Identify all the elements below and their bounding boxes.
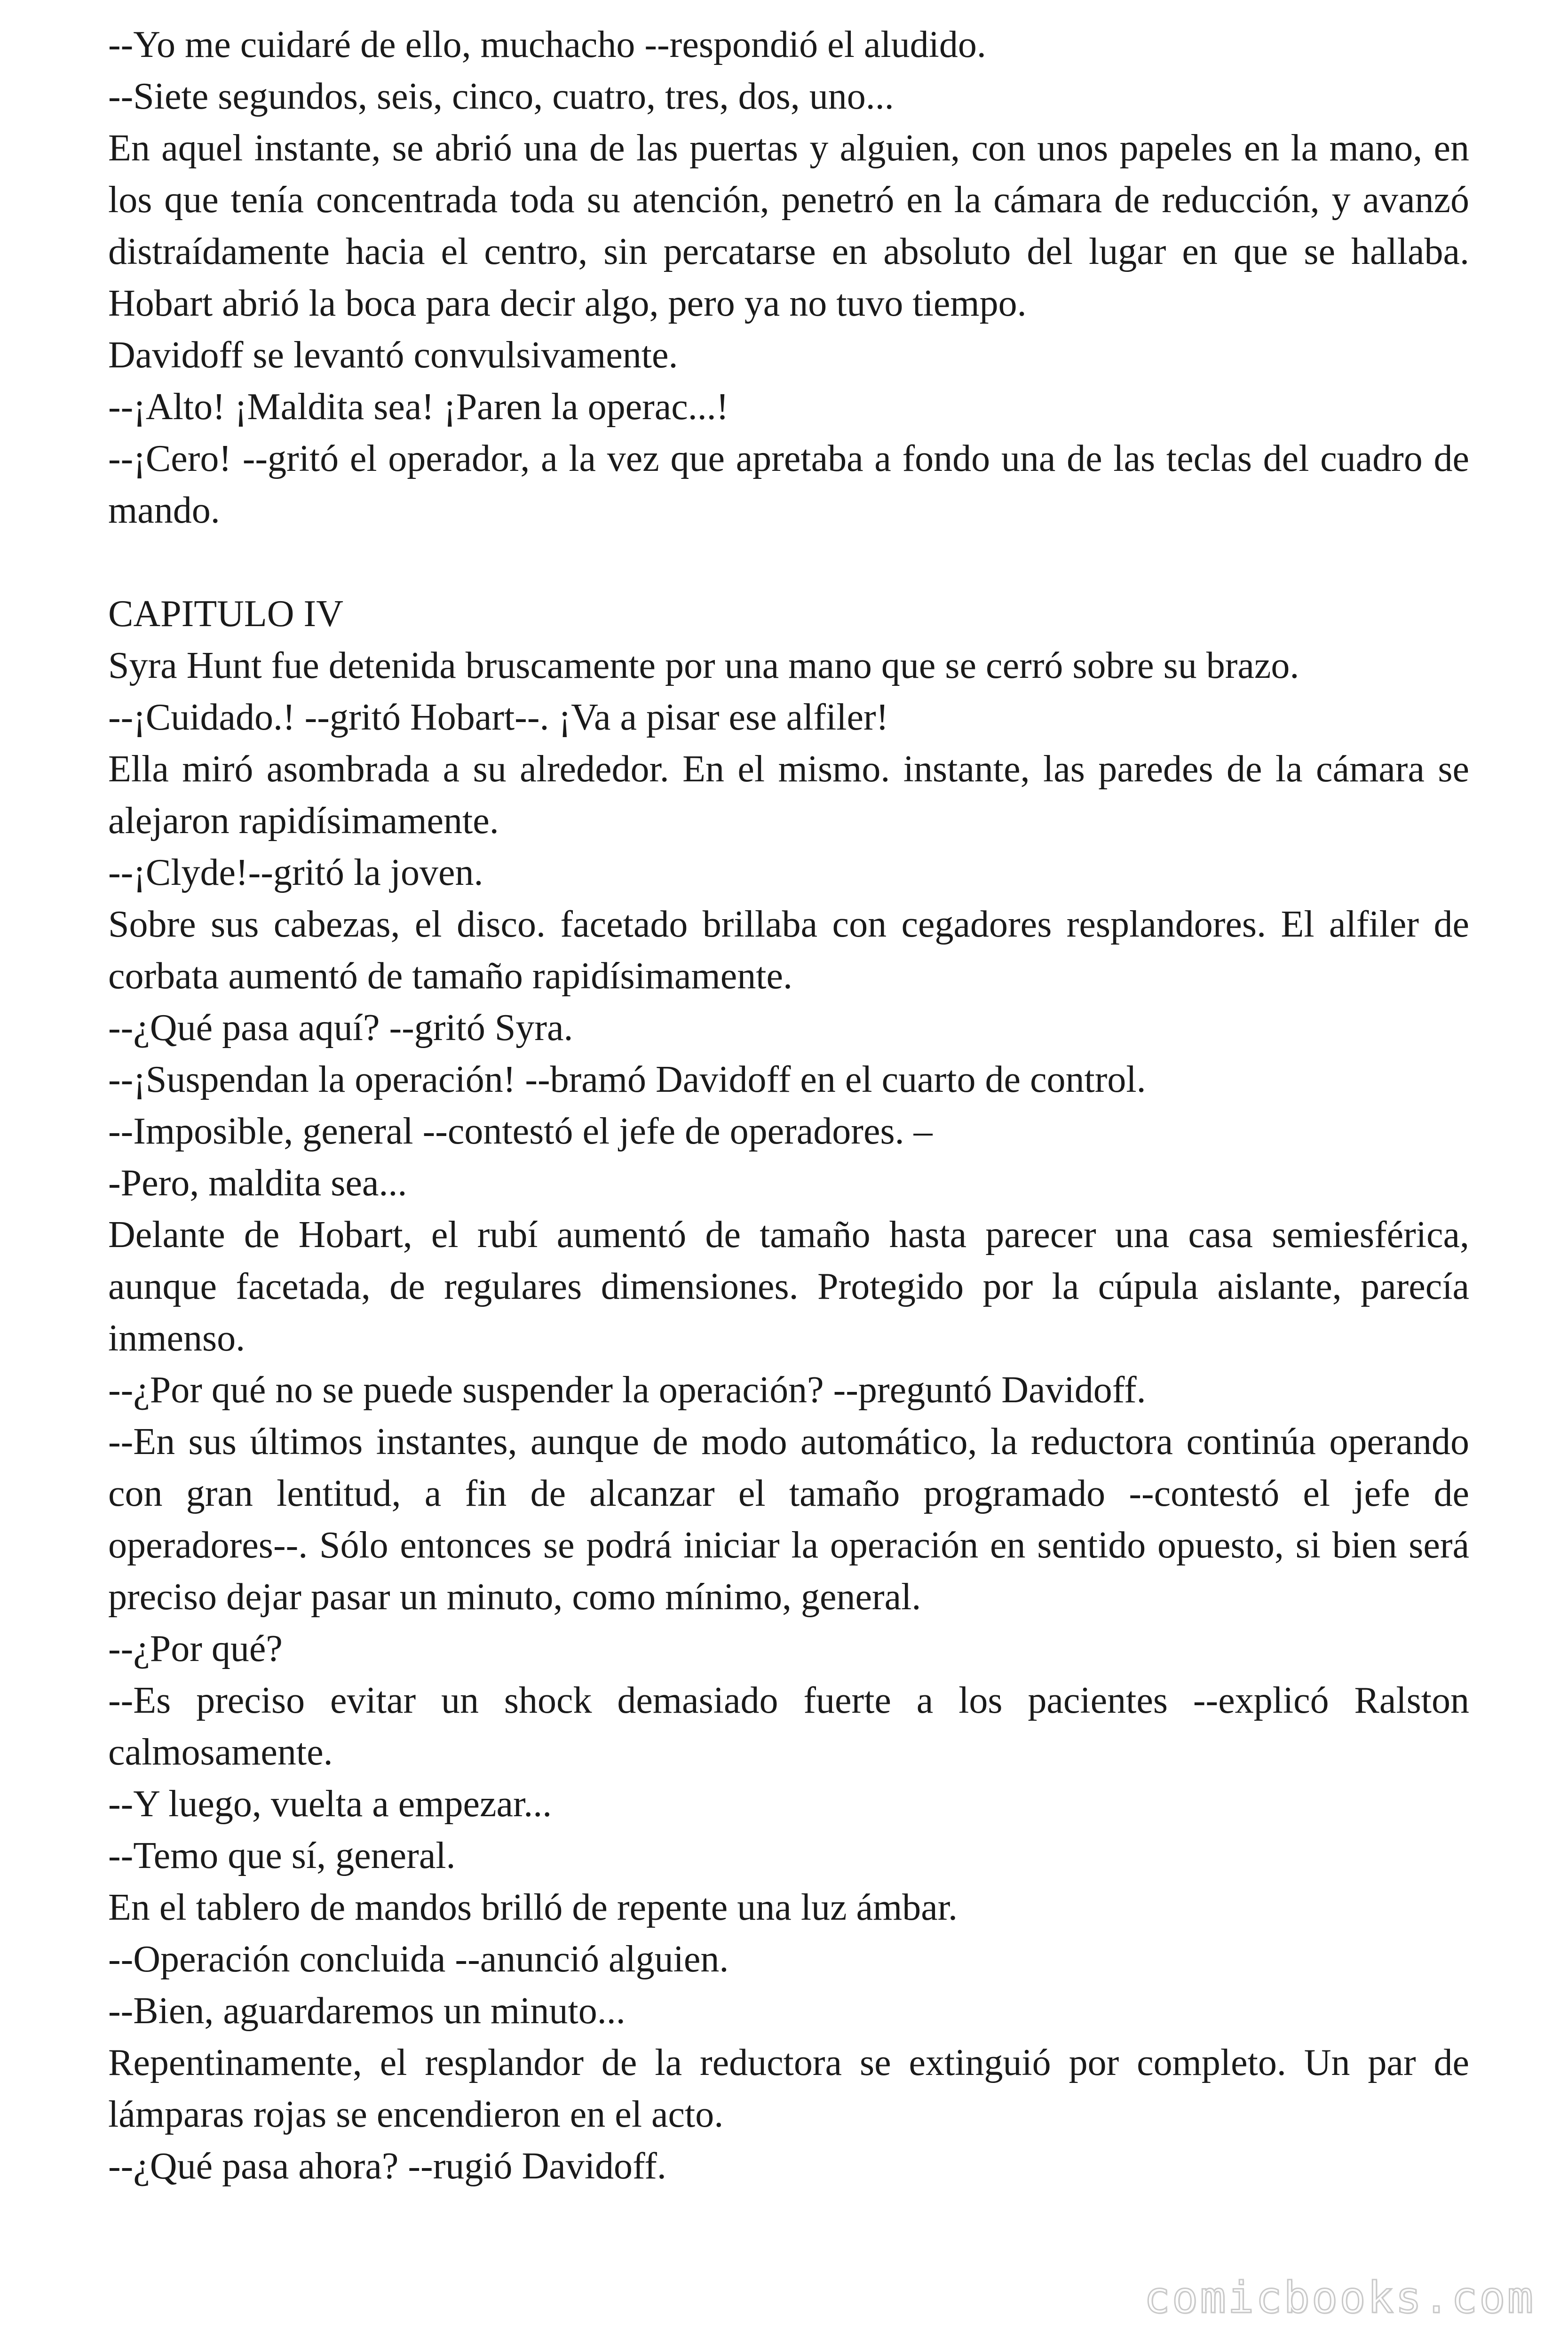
page-text xyxy=(108,19,1469,2192)
paragraph: --En sus últimos instantes, aunque de modo automático, la reductora continúa operando con gran lentitud, a fin de alcanzar el tamaño programado --contestó el jefe de operadores--. Sólo entonces se podrá iniciar la operación en sentido opuesto, si bien será preciso dejar pasar un minuto, como mínimo, general. xyxy=(108,1421,1469,1618)
paragraph: --¡Alto! ¡Maldita sea! ¡Paren la operac...! xyxy=(108,386,729,428)
paragraph: Ella miró asombrada a su alrededor. En el mismo. instante, las paredes de la cámara se alejaron rapidísimamente. xyxy=(108,748,1469,842)
paragraph: --Temo que sí, general. xyxy=(108,1835,456,1876)
paragraph: --¿Por qué? xyxy=(108,1628,283,1669)
paragraph: Repentinamente, el resplandor de la reductora se extinguió por completo. Un par de lámparas rojas se encendieron en el acto. xyxy=(108,2042,1469,2135)
chapter-heading: CAPITULO IV xyxy=(108,593,343,635)
paragraph: --Bien, aguardaremos un minuto... xyxy=(108,1990,626,2032)
paragraph: Syra Hunt fue detenida bruscamente por una mano que se cerró sobre su brazo. xyxy=(108,645,1299,686)
paragraph: --¡Clyde!--gritó la joven. xyxy=(108,852,483,893)
paragraph: En el tablero de mandos brilló de repente una luz ámbar. xyxy=(108,1887,958,1928)
paragraph: Delante de Hobart, el rubí aumentó de tamaño hasta parecer una casa semiesférica, aunque facetada, de regulares dimensiones. Protegido por la cúpula aislante, parecía inmenso. xyxy=(108,1214,1469,1359)
paragraph: Sobre sus cabezas, el disco. facetado brillaba con cegadores resplandores. El alfiler de corbata aumentó de tamaño rapidísimamente. xyxy=(108,904,1469,997)
paragraph: --Operación concluida --anunció alguien. xyxy=(108,1939,729,1980)
paragraph: --¡Cuidado.! --gritó Hobart--. ¡Va a pisar ese alfiler! xyxy=(108,697,889,738)
paragraph: --¡Suspendan la operación! --bramó Davidoff en el cuarto de control. xyxy=(108,1059,1146,1100)
paragraph: --¿Qué pasa aquí? --gritó Syra. xyxy=(108,1007,573,1049)
watermark: comicbooks.com xyxy=(1144,2273,1535,2323)
paragraph: En aquel instante, se abrió una de las puertas y alguien, con unos papeles en la mano, en los que tenía concentrada toda su atención, penetró en la cámara de reducción, y avanzó distraídamente hacia el centro, sin percatarse en absoluto del lugar en que se hallaba. Hobart abrió la boca para decir algo, pero ya no tuvo tiempo. xyxy=(108,127,1469,324)
paragraph: --¿Qué pasa ahora? --rugió Davidoff. xyxy=(108,2145,666,2187)
paragraph: Davidoff se levantó convulsivamente. xyxy=(108,334,678,376)
paragraph: --Y luego, vuelta a empezar... xyxy=(108,1783,552,1825)
paragraph: --Yo me cuidaré de ello, muchacho --respondió el aludido. xyxy=(108,24,986,65)
paragraph: --¡Cero! --gritó el operador, a la vez que apretaba a fondo una de las teclas del cuadro de mando. xyxy=(108,438,1469,531)
paragraph: --Siete segundos, seis, cinco, cuatro, tres, dos, uno... xyxy=(108,76,894,117)
paragraph: --Es preciso evitar un shock demasiado fuerte a los pacientes --explicó Ralston calmosamente. xyxy=(108,1680,1469,1773)
paragraph: -Pero, maldita sea... xyxy=(108,1162,407,1204)
paragraph: --¿Por qué no se puede suspender la operación? --preguntó Davidoff. xyxy=(108,1369,1146,1411)
paragraph: --Imposible, general --contestó el jefe de operadores. – xyxy=(108,1111,933,1152)
